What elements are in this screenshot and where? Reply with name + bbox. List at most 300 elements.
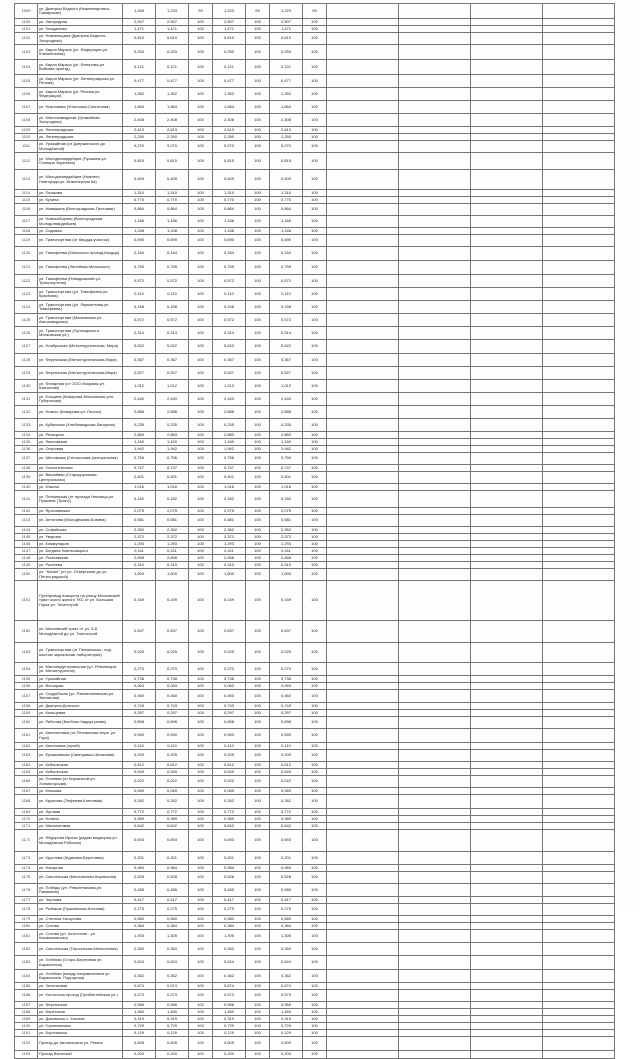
cell-p1: 100 bbox=[189, 153, 213, 170]
cell-p3: 100 bbox=[303, 1030, 327, 1037]
cell-p3: 100 bbox=[303, 1009, 327, 1016]
cell-empty bbox=[327, 1037, 399, 1051]
cell-p3: 100 bbox=[303, 983, 327, 990]
cell-p1: 100 bbox=[189, 676, 213, 683]
cell-v2: 0,360 bbox=[156, 943, 189, 956]
cell-empty bbox=[543, 327, 615, 340]
cell-v3: 0,674 bbox=[213, 983, 246, 990]
cell-empty bbox=[471, 897, 543, 904]
cell-empty bbox=[543, 170, 615, 190]
cell-p3: 100 bbox=[303, 101, 327, 114]
cell-v1: 0,253 bbox=[123, 45, 156, 60]
table-row bbox=[15, 453, 615, 465]
table-row bbox=[15, 904, 615, 916]
cell-p3: 100 bbox=[303, 930, 327, 943]
cell-p2: 100 bbox=[246, 134, 270, 141]
cell-v4: 0,477 bbox=[270, 75, 303, 88]
cell-v4: 0,069 bbox=[270, 788, 303, 795]
cell-p3: 100 bbox=[303, 621, 327, 643]
cell-p2: 100 bbox=[246, 970, 270, 983]
cell-empty bbox=[399, 75, 471, 88]
cell-name: ул. Ляхновская bbox=[38, 439, 123, 446]
cell-p2: 100 bbox=[246, 663, 270, 676]
cell-empty bbox=[327, 491, 399, 508]
cell-name: ул. Ленинградская bbox=[38, 134, 123, 141]
table-row bbox=[15, 983, 615, 990]
cell-v4: 0,770 bbox=[270, 197, 303, 204]
cell-empty bbox=[471, 75, 543, 88]
cell-name: ул. Кольцевая bbox=[38, 710, 123, 717]
cell-p1: 100 bbox=[189, 897, 213, 904]
cell-empty bbox=[543, 897, 615, 904]
cell-empty bbox=[399, 439, 471, 446]
cell-p2: 100 bbox=[246, 683, 270, 690]
table-row bbox=[15, 809, 615, 816]
cell-v2: 0,485 bbox=[156, 884, 189, 897]
cell-v2: 0,527 bbox=[156, 367, 189, 380]
cell-empty bbox=[327, 872, 399, 884]
table-row bbox=[15, 852, 615, 865]
cell-v3: 0,590 bbox=[213, 729, 246, 743]
cell-empty bbox=[543, 101, 615, 114]
cell-empty bbox=[399, 562, 471, 569]
cell-p2: 100 bbox=[246, 301, 270, 314]
cell-p3: 100 bbox=[303, 943, 327, 956]
cell-v3: 0,528 bbox=[213, 872, 246, 884]
cell-empty bbox=[327, 153, 399, 170]
cell-name: ул. Ленинградская bbox=[38, 127, 123, 134]
table-row bbox=[15, 750, 615, 762]
cell-p2: 100 bbox=[246, 1016, 270, 1023]
table-row bbox=[15, 228, 615, 235]
cell-id: 1175 bbox=[15, 872, 38, 884]
cell-v3: 1,600 bbox=[213, 569, 246, 581]
cell-name: ул. Бортовская bbox=[38, 1030, 123, 1037]
cell-v3: 0,580 bbox=[213, 916, 246, 923]
cell-empty bbox=[471, 472, 543, 484]
cell-v1: 2,440 bbox=[123, 393, 156, 406]
cell-v1: 1,310 bbox=[123, 190, 156, 197]
cell-empty bbox=[471, 750, 543, 762]
cell-p2: 100 bbox=[246, 216, 270, 228]
cell-empty bbox=[399, 816, 471, 823]
cell-v2: 0,297 bbox=[156, 710, 189, 717]
cell-v1: 2,408 bbox=[123, 114, 156, 127]
cell-empty bbox=[399, 484, 471, 491]
cell-v3: 0,693 bbox=[213, 830, 246, 852]
table-row bbox=[15, 795, 615, 809]
cell-empty bbox=[471, 643, 543, 663]
cell-id: 1128 bbox=[15, 354, 38, 367]
cell-empty bbox=[327, 776, 399, 788]
cell-empty bbox=[543, 916, 615, 923]
cell-p1: 100 bbox=[189, 643, 213, 663]
cell-p1: 100 bbox=[189, 872, 213, 884]
cell-name: ул. Транспортная (ул. Тимофеева-ул. Краснова) bbox=[38, 288, 123, 301]
cell-v2: 2,658 bbox=[156, 555, 189, 562]
cell-p2: 100 bbox=[246, 472, 270, 484]
cell-empty bbox=[327, 830, 399, 852]
cell-empty bbox=[327, 314, 399, 327]
cell-empty bbox=[327, 762, 399, 769]
cell-id: 1145 bbox=[15, 534, 38, 541]
cell-empty bbox=[399, 676, 471, 683]
cell-id: 1137 bbox=[15, 453, 38, 465]
cell-name: ул. Ельцина (Комарова-Московская улл. Губернская) bbox=[38, 393, 123, 406]
cell-p1: 100 bbox=[189, 762, 213, 769]
cell-p3: 100 bbox=[303, 717, 327, 729]
cell-name: ул. Ферганская bbox=[38, 1002, 123, 1009]
cell-p3: 100 bbox=[303, 127, 327, 134]
table-row bbox=[15, 884, 615, 897]
cell-p2: 100 bbox=[246, 367, 270, 380]
cell-empty bbox=[543, 190, 615, 197]
cell-id: 1109 bbox=[15, 127, 38, 134]
cell-v1: 0,573 bbox=[123, 990, 156, 1002]
cell-empty bbox=[471, 884, 543, 897]
cell-id: 1103 bbox=[15, 45, 38, 60]
cell-empty bbox=[399, 621, 471, 643]
cell-empty bbox=[471, 301, 543, 314]
cell-v1: 0,610 bbox=[123, 33, 156, 45]
cell-empty bbox=[399, 916, 471, 923]
cell-v1: 0,581 bbox=[123, 515, 156, 527]
table-row bbox=[15, 663, 615, 676]
cell-p3: 100 bbox=[303, 508, 327, 515]
cell-p3: 100 bbox=[303, 406, 327, 419]
cell-id: 1108 bbox=[15, 114, 38, 127]
cell-p1: 100 bbox=[189, 663, 213, 676]
cell-v2: 2,888 bbox=[156, 406, 189, 419]
cell-v1: 0,297 bbox=[123, 710, 156, 717]
cell-v3: 0,756 bbox=[213, 453, 246, 465]
cell-empty bbox=[399, 60, 471, 75]
cell-v2: 0,110 bbox=[156, 288, 189, 301]
cell-empty bbox=[543, 676, 615, 683]
cell-p2: 100 bbox=[246, 541, 270, 548]
cell-p3: 100 bbox=[303, 1016, 327, 1023]
cell-empty bbox=[327, 621, 399, 643]
cell-p2: 100 bbox=[246, 314, 270, 327]
cell-v3: 0,205 bbox=[213, 750, 246, 762]
cell-empty bbox=[327, 743, 399, 750]
cell-p1: 100 bbox=[189, 446, 213, 453]
cell-empty bbox=[471, 216, 543, 228]
cell-p3: 100 bbox=[303, 762, 327, 769]
cell-name: ул. Кучина bbox=[38, 197, 123, 204]
cell-p1: 100 bbox=[189, 884, 213, 897]
cell-empty bbox=[543, 527, 615, 534]
cell-p1: 100 bbox=[189, 354, 213, 367]
cell-v2: 0,770 bbox=[156, 197, 189, 204]
cell-v4: 0,755 bbox=[270, 261, 303, 275]
cell-p2: 100 bbox=[246, 484, 270, 491]
table-row bbox=[15, 314, 615, 327]
cell-empty bbox=[543, 795, 615, 809]
cell-p3: 100 bbox=[303, 327, 327, 340]
cell-empty bbox=[543, 380, 615, 393]
cell-v3: 0,262 bbox=[213, 795, 246, 809]
cell-v2: 0,069 bbox=[156, 788, 189, 795]
cell-empty bbox=[471, 830, 543, 852]
cell-v2: 2,613 bbox=[156, 127, 189, 134]
table-row bbox=[15, 4, 615, 19]
cell-p3: 100 bbox=[303, 288, 327, 301]
cell-v3: 0,573 bbox=[213, 990, 246, 1002]
cell-empty bbox=[543, 515, 615, 527]
cell-p1: 100 bbox=[189, 769, 213, 776]
cell-v3: 2,658 bbox=[213, 555, 246, 562]
table-row bbox=[15, 1016, 615, 1023]
cell-v2: 2,372 bbox=[156, 534, 189, 541]
cell-empty bbox=[327, 1016, 399, 1023]
cell-id: 1165 bbox=[15, 769, 38, 776]
cell-empty bbox=[399, 1016, 471, 1023]
cell-p3: 100 bbox=[303, 884, 327, 897]
cell-v3: 0,755 bbox=[213, 261, 246, 275]
cell-empty bbox=[471, 26, 543, 33]
cell-v3: 0,690 bbox=[213, 235, 246, 247]
table-row bbox=[15, 788, 615, 795]
cell-p3: 100 bbox=[303, 301, 327, 314]
cell-v4: 2,408 bbox=[270, 114, 303, 127]
cell-empty bbox=[399, 930, 471, 943]
cell-name: ул. Калиновка (лучей) bbox=[38, 743, 123, 750]
cell-empty bbox=[543, 923, 615, 930]
cell-id: 1140 bbox=[15, 484, 38, 491]
cell-id: 1190 bbox=[15, 1023, 38, 1030]
cell-v4: 2,613 bbox=[270, 127, 303, 134]
cell-empty bbox=[471, 60, 543, 75]
cell-v4: 0,262 bbox=[270, 795, 303, 809]
cell-empty bbox=[399, 453, 471, 465]
table-row bbox=[15, 690, 615, 703]
cell-empty bbox=[327, 247, 399, 261]
cell-v2: 0,605 bbox=[156, 1037, 189, 1051]
cell-empty bbox=[399, 134, 471, 141]
cell-v4: 0,590 bbox=[270, 729, 303, 743]
cell-p2: 100 bbox=[246, 762, 270, 769]
cell-p2: 100 bbox=[246, 930, 270, 943]
cell-v2: 0,411 bbox=[156, 548, 189, 555]
cell-name: ул. Урожайная (от Дзержинского до Молодёжной) bbox=[38, 141, 123, 153]
cell-v1: 0,605 bbox=[123, 1037, 156, 1051]
cell-v1: 0,674 bbox=[123, 983, 156, 990]
cell-name: ул. Хлебная (между направлением ул. Барахатина, Подгорная) bbox=[38, 970, 123, 983]
cell-empty bbox=[543, 562, 615, 569]
cell-empty bbox=[399, 88, 471, 101]
cell-empty bbox=[543, 275, 615, 288]
cell-empty bbox=[399, 643, 471, 663]
cell-v2: 0,270 bbox=[156, 663, 189, 676]
cell-v4: 0,605 bbox=[270, 1037, 303, 1051]
cell-empty bbox=[471, 275, 543, 288]
cell-v1: 0,580 bbox=[123, 916, 156, 923]
cell-p2: 100 bbox=[246, 904, 270, 916]
cell-p1: 100 bbox=[189, 314, 213, 327]
cell-id: 1106 bbox=[15, 88, 38, 101]
cell-p2: 100 bbox=[246, 340, 270, 354]
cell-id: 1193 bbox=[15, 1051, 38, 1059]
cell-name: ул. Луговая bbox=[38, 809, 123, 816]
cell-v3: 0,605 bbox=[213, 1037, 246, 1051]
cell-empty bbox=[399, 703, 471, 710]
cell-v4: 0,984 bbox=[270, 865, 303, 872]
cell-v2: 0,182 bbox=[156, 491, 189, 508]
cell-empty bbox=[399, 776, 471, 788]
cell-p1: 100 bbox=[189, 581, 213, 621]
cell-v4: 0,362 bbox=[270, 970, 303, 983]
cell-v1: 0,898 bbox=[123, 717, 156, 729]
cell-p1: 100 bbox=[189, 795, 213, 809]
cell-empty bbox=[471, 717, 543, 729]
cell-v1: 1,269 bbox=[123, 4, 156, 19]
cell-name: ул. Нового (Комарова-ул. Лесхоз) bbox=[38, 406, 123, 419]
cell-p1: 100 bbox=[189, 432, 213, 439]
cell-empty bbox=[471, 340, 543, 354]
cell-v3: 0,110 bbox=[213, 743, 246, 750]
cell-empty bbox=[543, 943, 615, 956]
cell-p1: 100 bbox=[189, 275, 213, 288]
cell-name: ул. Береговая bbox=[38, 1009, 123, 1016]
cell-name: Путепровод поворота на улицу Московский тракт около жилого ТКС от ул. Большая Горка ул. Тагилстрой bbox=[38, 581, 123, 621]
cell-name: ул. Полевая (от Кирпичной-ул. Холмогорская) bbox=[38, 776, 123, 788]
cell-empty bbox=[543, 472, 615, 484]
cell-v3: 0,411 bbox=[213, 548, 246, 555]
cell-v3: 0,235 bbox=[213, 419, 246, 432]
cell-name: ул. Тимофеева (Мильского проезд-Кводца) bbox=[38, 247, 123, 261]
cell-v2: 1,166 bbox=[156, 216, 189, 228]
cell-p3: 100 bbox=[303, 247, 327, 261]
cell-empty bbox=[327, 380, 399, 393]
cell-empty bbox=[327, 643, 399, 663]
cell-empty bbox=[543, 823, 615, 830]
cell-id: 1174 bbox=[15, 865, 38, 872]
cell-p3: 100 bbox=[303, 465, 327, 472]
cell-p3: 100 bbox=[303, 216, 327, 228]
cell-v3: 1,305 bbox=[213, 930, 246, 943]
cell-empty bbox=[543, 141, 615, 153]
cell-p3: 100 bbox=[303, 683, 327, 690]
cell-v1: 2,883 bbox=[123, 432, 156, 439]
cell-v2: 1,471 bbox=[156, 26, 189, 33]
cell-v3: 1,248 bbox=[213, 228, 246, 235]
cell-id: 1116 bbox=[15, 204, 38, 216]
cell-name: ул. Ногина bbox=[38, 816, 123, 823]
cell-empty bbox=[327, 809, 399, 816]
cell-empty bbox=[543, 830, 615, 852]
cell-v3: 0,743 bbox=[213, 703, 246, 710]
cell-id: 1152 bbox=[15, 621, 38, 643]
cell-empty bbox=[399, 548, 471, 555]
table-row bbox=[15, 380, 615, 393]
cell-empty bbox=[327, 690, 399, 703]
cell-v4: 2,352 bbox=[270, 527, 303, 534]
cell-v4: 0,747 bbox=[270, 465, 303, 472]
table-row bbox=[15, 555, 615, 562]
table-row bbox=[15, 676, 615, 683]
cell-v4: 2,888 bbox=[270, 406, 303, 419]
cell-empty bbox=[471, 943, 543, 956]
cell-id: 1133 bbox=[15, 419, 38, 432]
cell-empty bbox=[399, 190, 471, 197]
cell-v3: 0,200 bbox=[213, 1051, 246, 1059]
cell-p3: 100 bbox=[303, 19, 327, 26]
cell-empty bbox=[399, 1002, 471, 1009]
cell-name: ул. Нагорная bbox=[38, 865, 123, 872]
cell-v2: 1,460 bbox=[156, 1009, 189, 1016]
table-row bbox=[15, 247, 615, 261]
table-row bbox=[15, 491, 615, 508]
cell-empty bbox=[399, 762, 471, 769]
cell-p1: 100 bbox=[189, 916, 213, 923]
cell-p1: 100 bbox=[189, 216, 213, 228]
cell-empty bbox=[543, 762, 615, 769]
cell-v3: 1,016 bbox=[213, 484, 246, 491]
cell-p2: 99 bbox=[246, 4, 270, 19]
cell-empty bbox=[399, 127, 471, 134]
cell-name: ул. Карла Маркса (ул. Федерации-ул. Клементьева) bbox=[38, 45, 123, 60]
cell-v1: 0,205 bbox=[123, 750, 156, 762]
cell-p3: 100 bbox=[303, 515, 327, 527]
cell-v2: 0,362 bbox=[156, 970, 189, 983]
cell-empty bbox=[399, 235, 471, 247]
cell-v3: 0,747 bbox=[213, 465, 246, 472]
table-row bbox=[15, 1009, 615, 1016]
cell-empty bbox=[327, 45, 399, 60]
cell-v2: 0,158 bbox=[156, 301, 189, 314]
cell-empty bbox=[327, 419, 399, 432]
cell-id: 1132 bbox=[15, 406, 38, 419]
cell-id: 1173 bbox=[15, 852, 38, 865]
cell-empty bbox=[327, 943, 399, 956]
table-row bbox=[15, 897, 615, 904]
cell-p3: 100 bbox=[303, 75, 327, 88]
cell-v1: 0,966 bbox=[123, 1002, 156, 1009]
cell-empty bbox=[399, 247, 471, 261]
cell-v2: 2,352 bbox=[156, 527, 189, 534]
cell-v2: 1,942 bbox=[156, 446, 189, 453]
cell-empty bbox=[471, 170, 543, 190]
cell-empty bbox=[471, 729, 543, 743]
table-row bbox=[15, 367, 615, 380]
cell-v1: 0,401 bbox=[123, 472, 156, 484]
table-row bbox=[15, 729, 615, 743]
cell-v2: 0,642 bbox=[156, 823, 189, 830]
cell-empty bbox=[543, 197, 615, 204]
cell-empty bbox=[399, 114, 471, 127]
cell-empty bbox=[399, 340, 471, 354]
cell-id: 1187 bbox=[15, 1002, 38, 1009]
cell-p1: 100 bbox=[189, 852, 213, 865]
cell-v4: 2,658 bbox=[270, 555, 303, 562]
cell-p2: 100 bbox=[246, 26, 270, 33]
cell-empty bbox=[543, 432, 615, 439]
cell-v4: 0,527 bbox=[270, 367, 303, 380]
cell-p3: 100 bbox=[303, 788, 327, 795]
cell-empty bbox=[399, 491, 471, 508]
cell-empty bbox=[399, 327, 471, 340]
cell-empty bbox=[327, 990, 399, 1002]
cell-p2: 100 bbox=[246, 432, 270, 439]
table-row bbox=[15, 88, 615, 101]
table-row bbox=[15, 432, 615, 439]
cell-name: ул. Кобыльская bbox=[38, 769, 123, 776]
cell-id: 1123 bbox=[15, 288, 38, 301]
cell-v4: 0,898 bbox=[270, 717, 303, 729]
cell-empty bbox=[471, 235, 543, 247]
table-row bbox=[15, 327, 615, 340]
